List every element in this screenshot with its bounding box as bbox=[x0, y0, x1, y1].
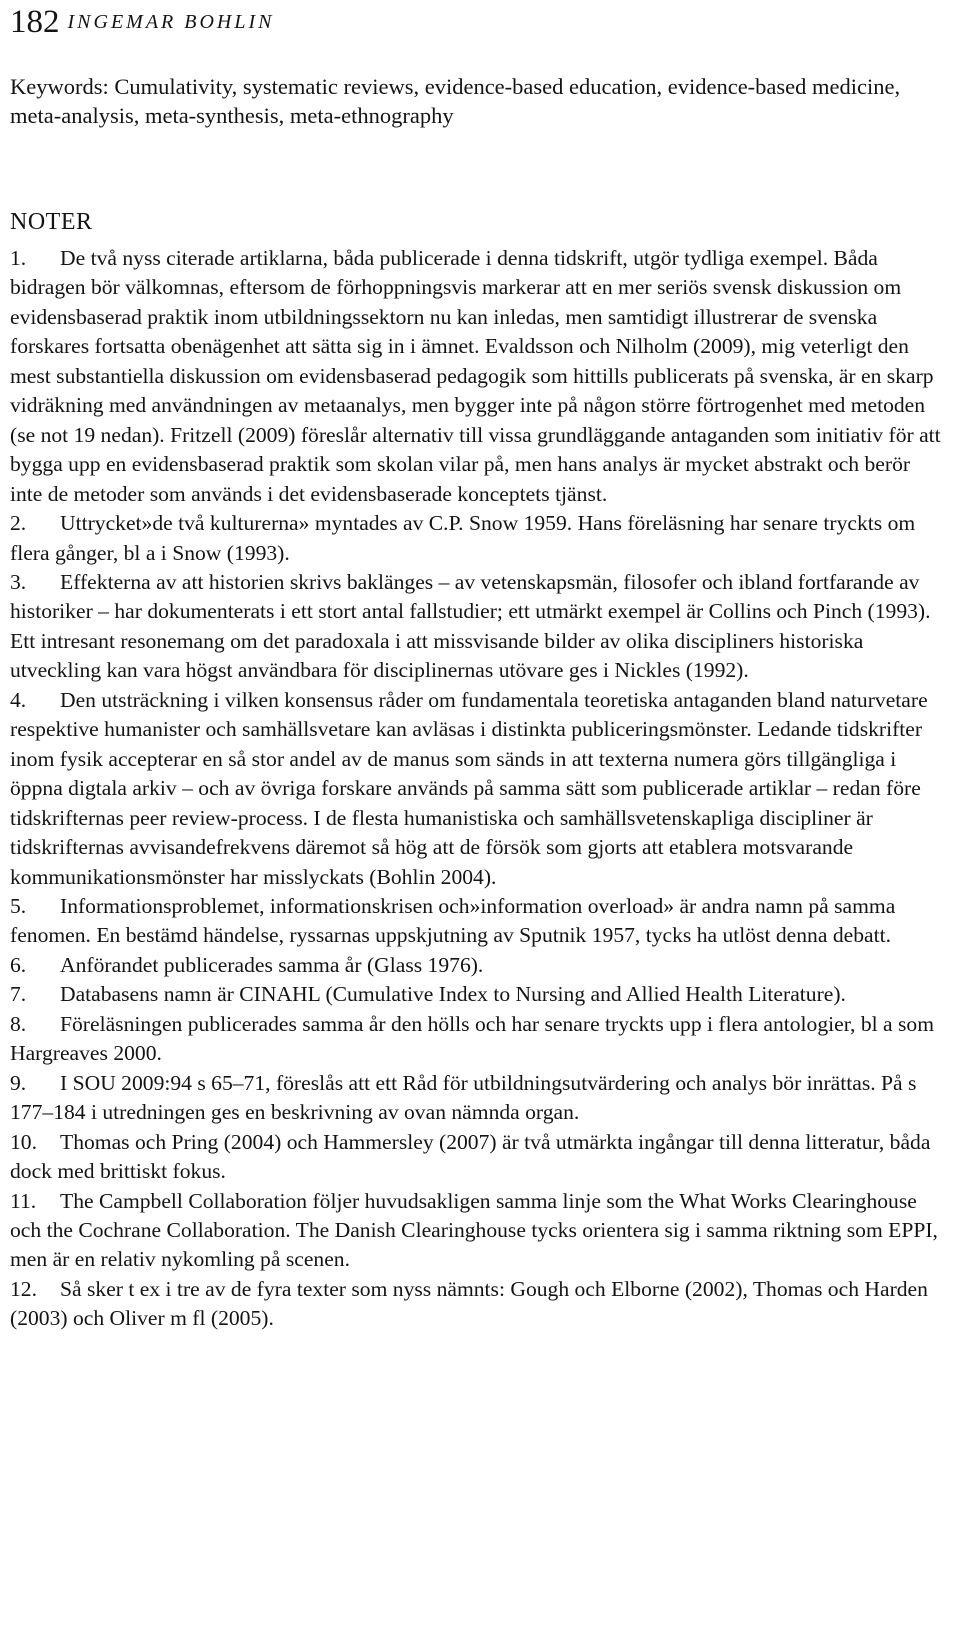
note-number: 4. bbox=[10, 687, 27, 712]
note-text: Informationsproblemet, informationskrisen och»information overload» är andra namn på samma fenomen. En bestämd händelse, ryssarnas uppskjutning av Sputnik 1957, tycks ha utlöst denna debatt. bbox=[10, 893, 896, 948]
note-text: Thomas och Pring (2004) och Hammersley (2007) är två utmärkta ingångar till denna litteratur, båda dock med brittiskt fokus. bbox=[10, 1129, 931, 1184]
note-text: The Campbell Collaboration följer huvudsakligen samma linje som the What Works Clearinghouse och the Cochrane Collaboration. The Danish Clearinghouse tycks orientera sig i samma riktning som EPPI, men är en relativ nykomling på scenen. bbox=[10, 1188, 938, 1272]
note-item bbox=[10, 951, 945, 980]
note-number: 7. bbox=[10, 982, 27, 1007]
note-number: 2. bbox=[10, 511, 27, 536]
note-number: 11. bbox=[10, 1188, 37, 1213]
notes-list bbox=[10, 244, 945, 1334]
note-item bbox=[10, 686, 945, 892]
note-number: 8. bbox=[10, 1011, 27, 1036]
note-number: 3. bbox=[10, 569, 27, 594]
note-text: Den utsträckning i vilken konsensus råder om fundamentala teoretiska antaganden bland naturvetare respektive humanister och samhällsvetare kan avläsas i distinkta publiceringsmönster. Ledande tidskrifter inom fysik accepterar en så stor andel av de manus som sänds in att texterna numera görs tillgängliga i öppna digtala arkiv – och av övriga forskare används på samma sätt som publicerade artiklar – redan före tidskrifternas peer review-process. I de flesta humanistiska och samhällsvetenskapliga discipliner är tidskrifternas avvisandefrekvens däremot så hög att de försök som gjorts att etablera motsvarande kommunikationsmönster har misslyckats (Bohlin 2004). bbox=[10, 687, 928, 889]
note-number: 1. bbox=[10, 246, 27, 270]
note-item bbox=[10, 1187, 945, 1275]
notes-heading: NOTER bbox=[10, 209, 93, 235]
note-text: Så sker t ex i tre av de fyra texter som nyss nämnts: Gough och Elborne (2002), Thomas och Harden (2003) och Oliver m fl (2005). bbox=[10, 1276, 928, 1331]
note-item bbox=[10, 1010, 945, 1069]
running-head bbox=[10, 2, 274, 42]
page-number: 182 bbox=[10, 4, 60, 40]
note-text: Anförandet publicerades samma år (Glass 1976). bbox=[60, 952, 484, 977]
note-number: 12. bbox=[10, 1276, 37, 1301]
note-item bbox=[10, 980, 945, 1009]
note-text: Effekterna av att historien skrivs baklänges – av vetenskapsmän, filosofer och ibland fortfarande av historiker – har dokumenterats i ett stort antal fallstudier; ett utmärkt exempel är Collins och Pinch (1993). Ett intresant resonemang om det paradoxala i att missvisande bilder av olika discipliners historiska utveckling kan vara högst användbara för disciplinernas utövare ges i Nickles (1992). bbox=[10, 569, 931, 683]
note-number: 10. bbox=[10, 1129, 37, 1154]
note-text: Uttrycket»de två kulturerna» myntades av C.P. Snow 1959. Hans föreläsning har senare tryckts om flera gånger, bl a i Snow (1993). bbox=[10, 511, 916, 565]
note-number: 9. bbox=[10, 1070, 27, 1095]
note-text: Föreläsningen publicerades samma år den hölls och har senare tryckts upp i flera antologier, bl a som Hargreaves 2000. bbox=[10, 1011, 935, 1066]
note-text: De två nyss citerade artiklarna, båda publicerade i denna tidskrift, utgör tydliga exempel. Båda bidragen bör välkomnas, eftersom de förhoppningsvis markerar att en mer seriös svensk diskussion om evidensbaserad praktik inom utbildningssektorn nu kan inledas, men samtidigt illustrerar de svenska forskares fortsatta obenägenhet att sätta sig in i ämnet. Evaldsson och Nilholm (2009), mig veterligt den mest substantiella diskussion om evidensbaserad pedagogik som hittills publicerats på svenska, är en skarp vidräkning med användningen av metaanalys, men bygger inte på någon större förtrogenhet med metoden (se not 19 nedan). Fritzell (2009) föreslår alternativ till vissa grundläggande antaganden som initiativ för att bygga upp en evidensbaserad praktik som skolan vilar på, men hans analys är mycket abstrakt och berör inte de metoder som används i det evidensbaserade konceptets tjänst. bbox=[10, 246, 941, 506]
note-item bbox=[10, 509, 945, 568]
note-text: Databasens namn är CINAHL (Cumulative Index to Nursing and Allied Health Literature). bbox=[60, 982, 846, 1007]
note-item bbox=[10, 1275, 945, 1334]
keywords-paragraph: Keywords: Cumulativity, systematic reviews, evidence-based education, evidence-based medicine, meta-analysis, meta-synthesis, meta-ethnography bbox=[10, 74, 901, 128]
note-item bbox=[10, 1069, 945, 1128]
note-item bbox=[10, 568, 945, 686]
note-number: 5. bbox=[10, 893, 27, 918]
note-text: I SOU 2009:94 s 65–71, föreslås att ett Råd för utbildningsutvärdering och analys bör inrättas. På s 177–184 i utredningen ges en beskrivning av ovan nämnda organ. bbox=[10, 1070, 917, 1125]
running-head-author: INGEMAR BOHLIN bbox=[67, 11, 275, 33]
note-item bbox=[10, 244, 945, 509]
note-item bbox=[10, 1128, 945, 1187]
note-item bbox=[10, 892, 945, 951]
note-number: 6. bbox=[10, 952, 27, 977]
